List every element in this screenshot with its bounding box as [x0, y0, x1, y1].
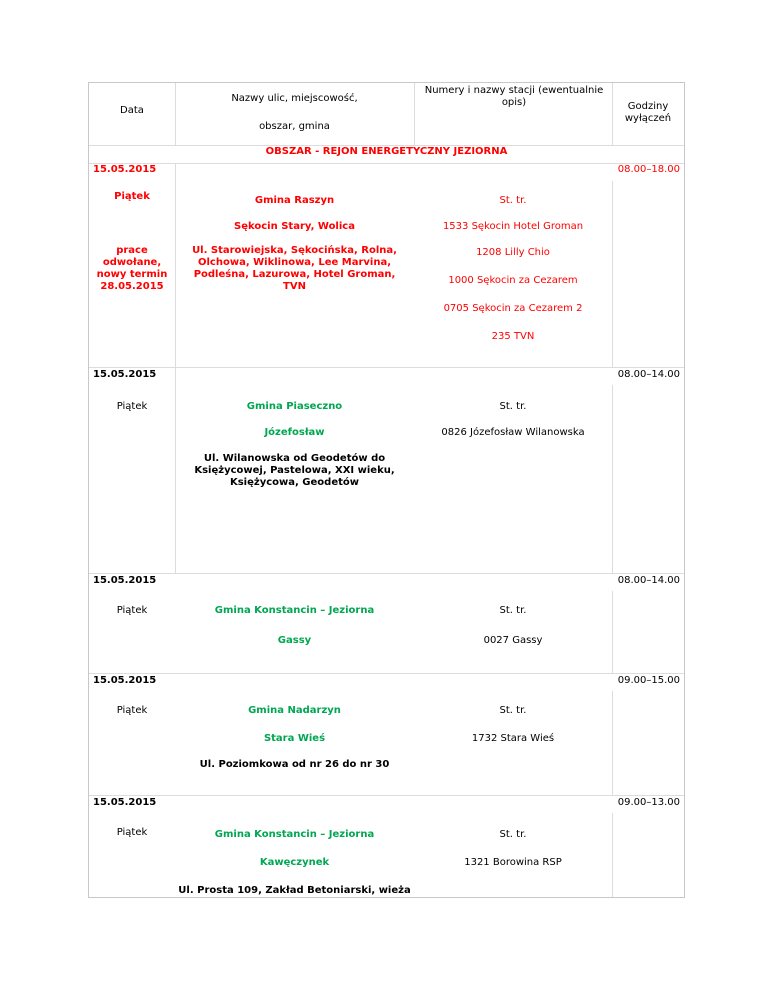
block-day: Piątek: [116, 401, 148, 412]
block-place: Gassy: [277, 635, 312, 646]
grid-line: [89, 163, 684, 164]
stations-header: St. tr.: [499, 705, 527, 716]
grid-line: [89, 367, 684, 368]
stations-header: St. tr.: [499, 829, 527, 840]
grid-line: [89, 673, 684, 674]
block-streets: Ul. Poziomkowa od nr 26 do nr 30: [199, 759, 390, 770]
block-hours: 08.00–14.00: [617, 369, 680, 380]
stations-header: St. tr.: [499, 605, 527, 616]
block-hours: 08.00–14.00: [617, 575, 680, 586]
grid-line: [89, 795, 684, 796]
block-date: 15.05.2015: [93, 797, 157, 808]
grid-line: [89, 573, 684, 574]
grid-line: [414, 83, 415, 145]
block-date: 15.05.2015: [93, 369, 157, 380]
block-day: Piątek: [116, 705, 148, 716]
station-item: 1321 Borowina RSP: [464, 857, 562, 868]
outage-table: [88, 82, 685, 898]
block-hours: 08.00–18.00: [617, 164, 680, 175]
block-streets: Ul. Prosta 109, Zakład Betoniarski, wieża: [178, 885, 411, 896]
grid-line: [612, 385, 613, 573]
header-date: Data: [120, 105, 144, 116]
stations-header: St. tr.: [499, 195, 527, 206]
block-place: Stara Wieś: [263, 733, 326, 744]
block-place: Kawęczynek: [259, 857, 330, 868]
block-gmina: Gmina Piaseczno: [246, 401, 343, 412]
station-item: 1208 Lilly Chio: [476, 247, 550, 258]
block-gmina: Gmina Raszyn: [254, 195, 335, 206]
block-gmina: Gmina Nadarzyn: [248, 705, 341, 716]
station-item: 1533 Sękocin Hotel Groman: [442, 221, 584, 232]
grid-line: [175, 367, 176, 573]
block-place: Sękocin Stary, Wolica: [234, 221, 355, 232]
station-item: 1732 Stara Wieś: [471, 733, 555, 744]
stations-header: St. tr.: [499, 401, 527, 412]
station-item: 1000 Sękocin za Cezarem: [448, 275, 578, 286]
grid-line: [612, 181, 613, 367]
block-date: 15.05.2015: [93, 675, 157, 686]
block-streets: Ul. Starowiejska, Sękocińska, Rolna, Olchowa, Wiklinowa, Lee Marvina, Podleśna, Lazurowa, Hotel Groman, TVN: [192, 245, 397, 292]
block-hours: 09.00–13.00: [617, 797, 680, 808]
block-day: Piątek: [114, 191, 150, 202]
header-streets-line1: Nazwy ulic, miejscowość,: [231, 93, 358, 104]
station-item: 0027 Gassy: [483, 635, 543, 646]
block-place: Józefosław: [264, 427, 325, 438]
block-date: 15.05.2015: [93, 164, 157, 175]
station-item: 0705 Sękocin za Cezarem 2: [443, 303, 583, 314]
block-gmina: Gmina Konstancin – Jeziorna: [214, 829, 375, 840]
header-streets-line2: obszar, gmina: [259, 121, 330, 132]
grid-line: [175, 163, 176, 367]
block-streets: Ul. Wilanowska od Geodetów do Księżycowej, Pastelowa, XXI wieku, Księżycowa, Geodetów: [194, 453, 395, 488]
block-hours: 09.00–15.00: [617, 675, 680, 686]
block-day: Piątek: [116, 827, 148, 838]
block-gmina: Gmina Konstancin – Jeziorna: [214, 605, 375, 616]
grid-line: [612, 591, 613, 673]
block-date: 15.05.2015: [93, 575, 157, 586]
grid-line: [612, 691, 613, 795]
header-hours: Godziny wyłączeń: [624, 101, 672, 124]
block-day: Piątek: [116, 605, 148, 616]
block-note: prace odwołane, nowy termin 28.05.2015: [96, 245, 168, 292]
region-title: OBSZAR - REJON ENERGETYCZNY JEZIORNA: [265, 146, 508, 157]
station-item: 0826 Józefosław Wilanowska: [441, 427, 585, 438]
header-stations: Numery i nazwy stacji (ewentualnie opis): [424, 85, 604, 108]
grid-line: [612, 813, 613, 897]
station-item: 235 TVN: [491, 331, 535, 342]
